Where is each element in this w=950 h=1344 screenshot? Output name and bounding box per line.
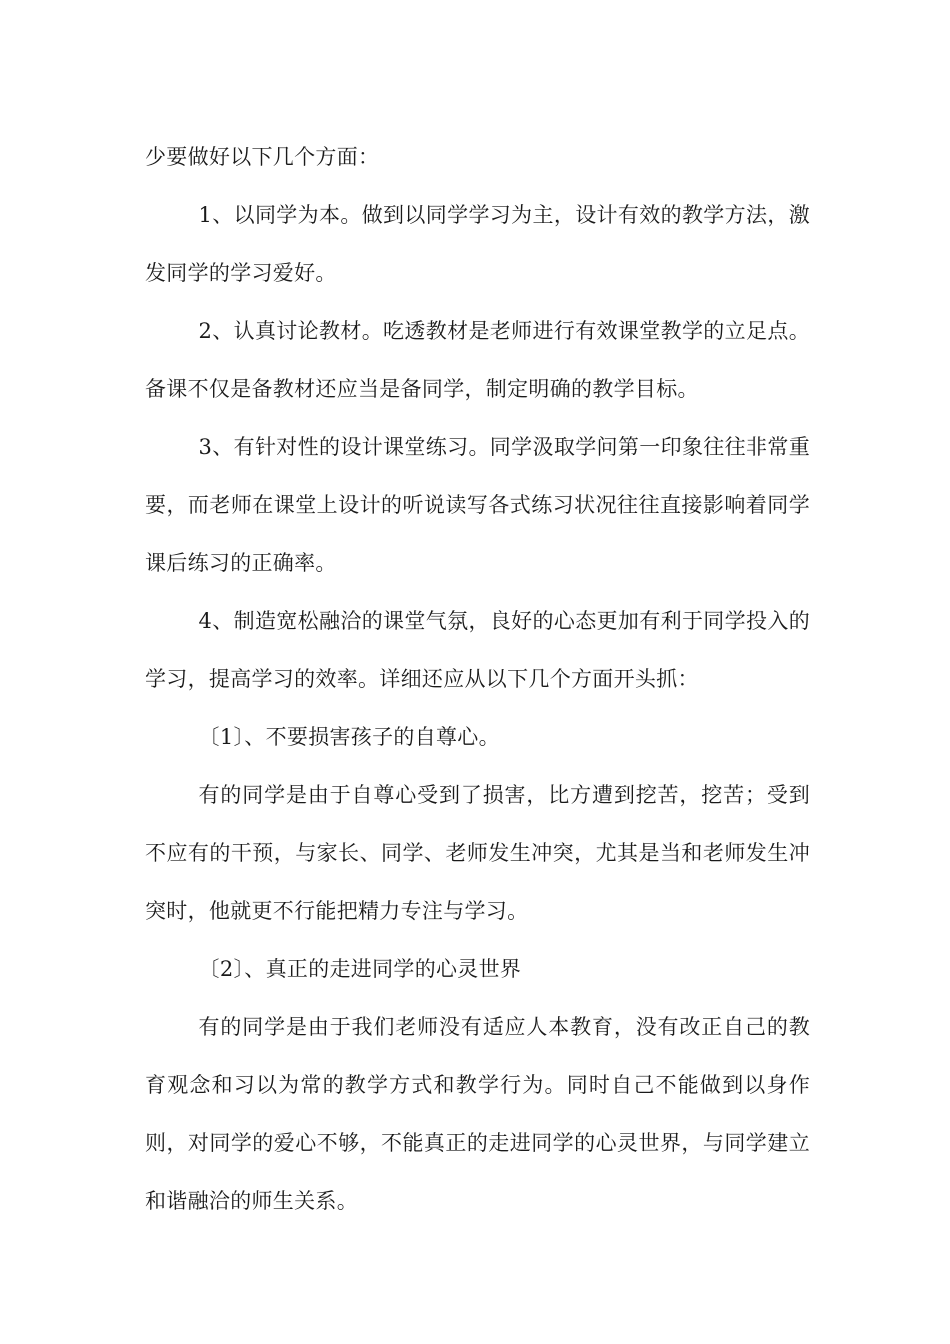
paragraph-subpoint-2: 〔2〕、真正的走进同学的心灵世界 [198,957,522,981]
paragraph-subpoint-2-body: 有的同学是由于我们老师没有适应人本教育，没有改正自己的教育观念和习以为常的教学方式和教学行为。同时自己不能做到以身作则，对同学的爱心不够，不能真正的走进同学的心灵世界，与同学建立和谐融洽的师生关系。 [145,1015,810,1213]
paragraph-subpoint-1-body: 有的同学是由于自尊心受到了损害，比方遭到挖苦，挖苦；受到不应有的干预，与家长、同学、老师发生冲突，尤其是当和老师发生冲突时，他就更不行能把精力专注与学习。 [145,783,810,923]
paragraph-subpoint-1: 〔1〕、不要损害孩子的自尊心。 [198,725,500,749]
paragraph-point-4: 4、制造宽松融洽的课堂气氛，良好的心态更加有利于同学投入的学习，提高学习的效率。详细还应从以下几个方面开头抓： [145,609,810,691]
paragraph-point-3: 3、有针对性的设计课堂练习。同学汲取学问第一印象往往非常重要，而老师在课堂上设计的听说读写各式练习状况往往直接影响着同学课后练习的正确率。 [145,435,810,575]
document-body [145,128,810,1230]
paragraph-intro: 少要做好以下几个方面： [145,145,380,169]
paragraph-point-2: 2、认真讨论教材。吃透教材是老师进行有效课堂教学的立足点。备课不仅是备教材还应当是备同学，制定明确的教学目标。 [145,319,810,401]
paragraph-point-1: 1、以同学为本。做到以同学学习为主，设计有效的教学方法，激发同学的学习爱好。 [145,203,810,285]
